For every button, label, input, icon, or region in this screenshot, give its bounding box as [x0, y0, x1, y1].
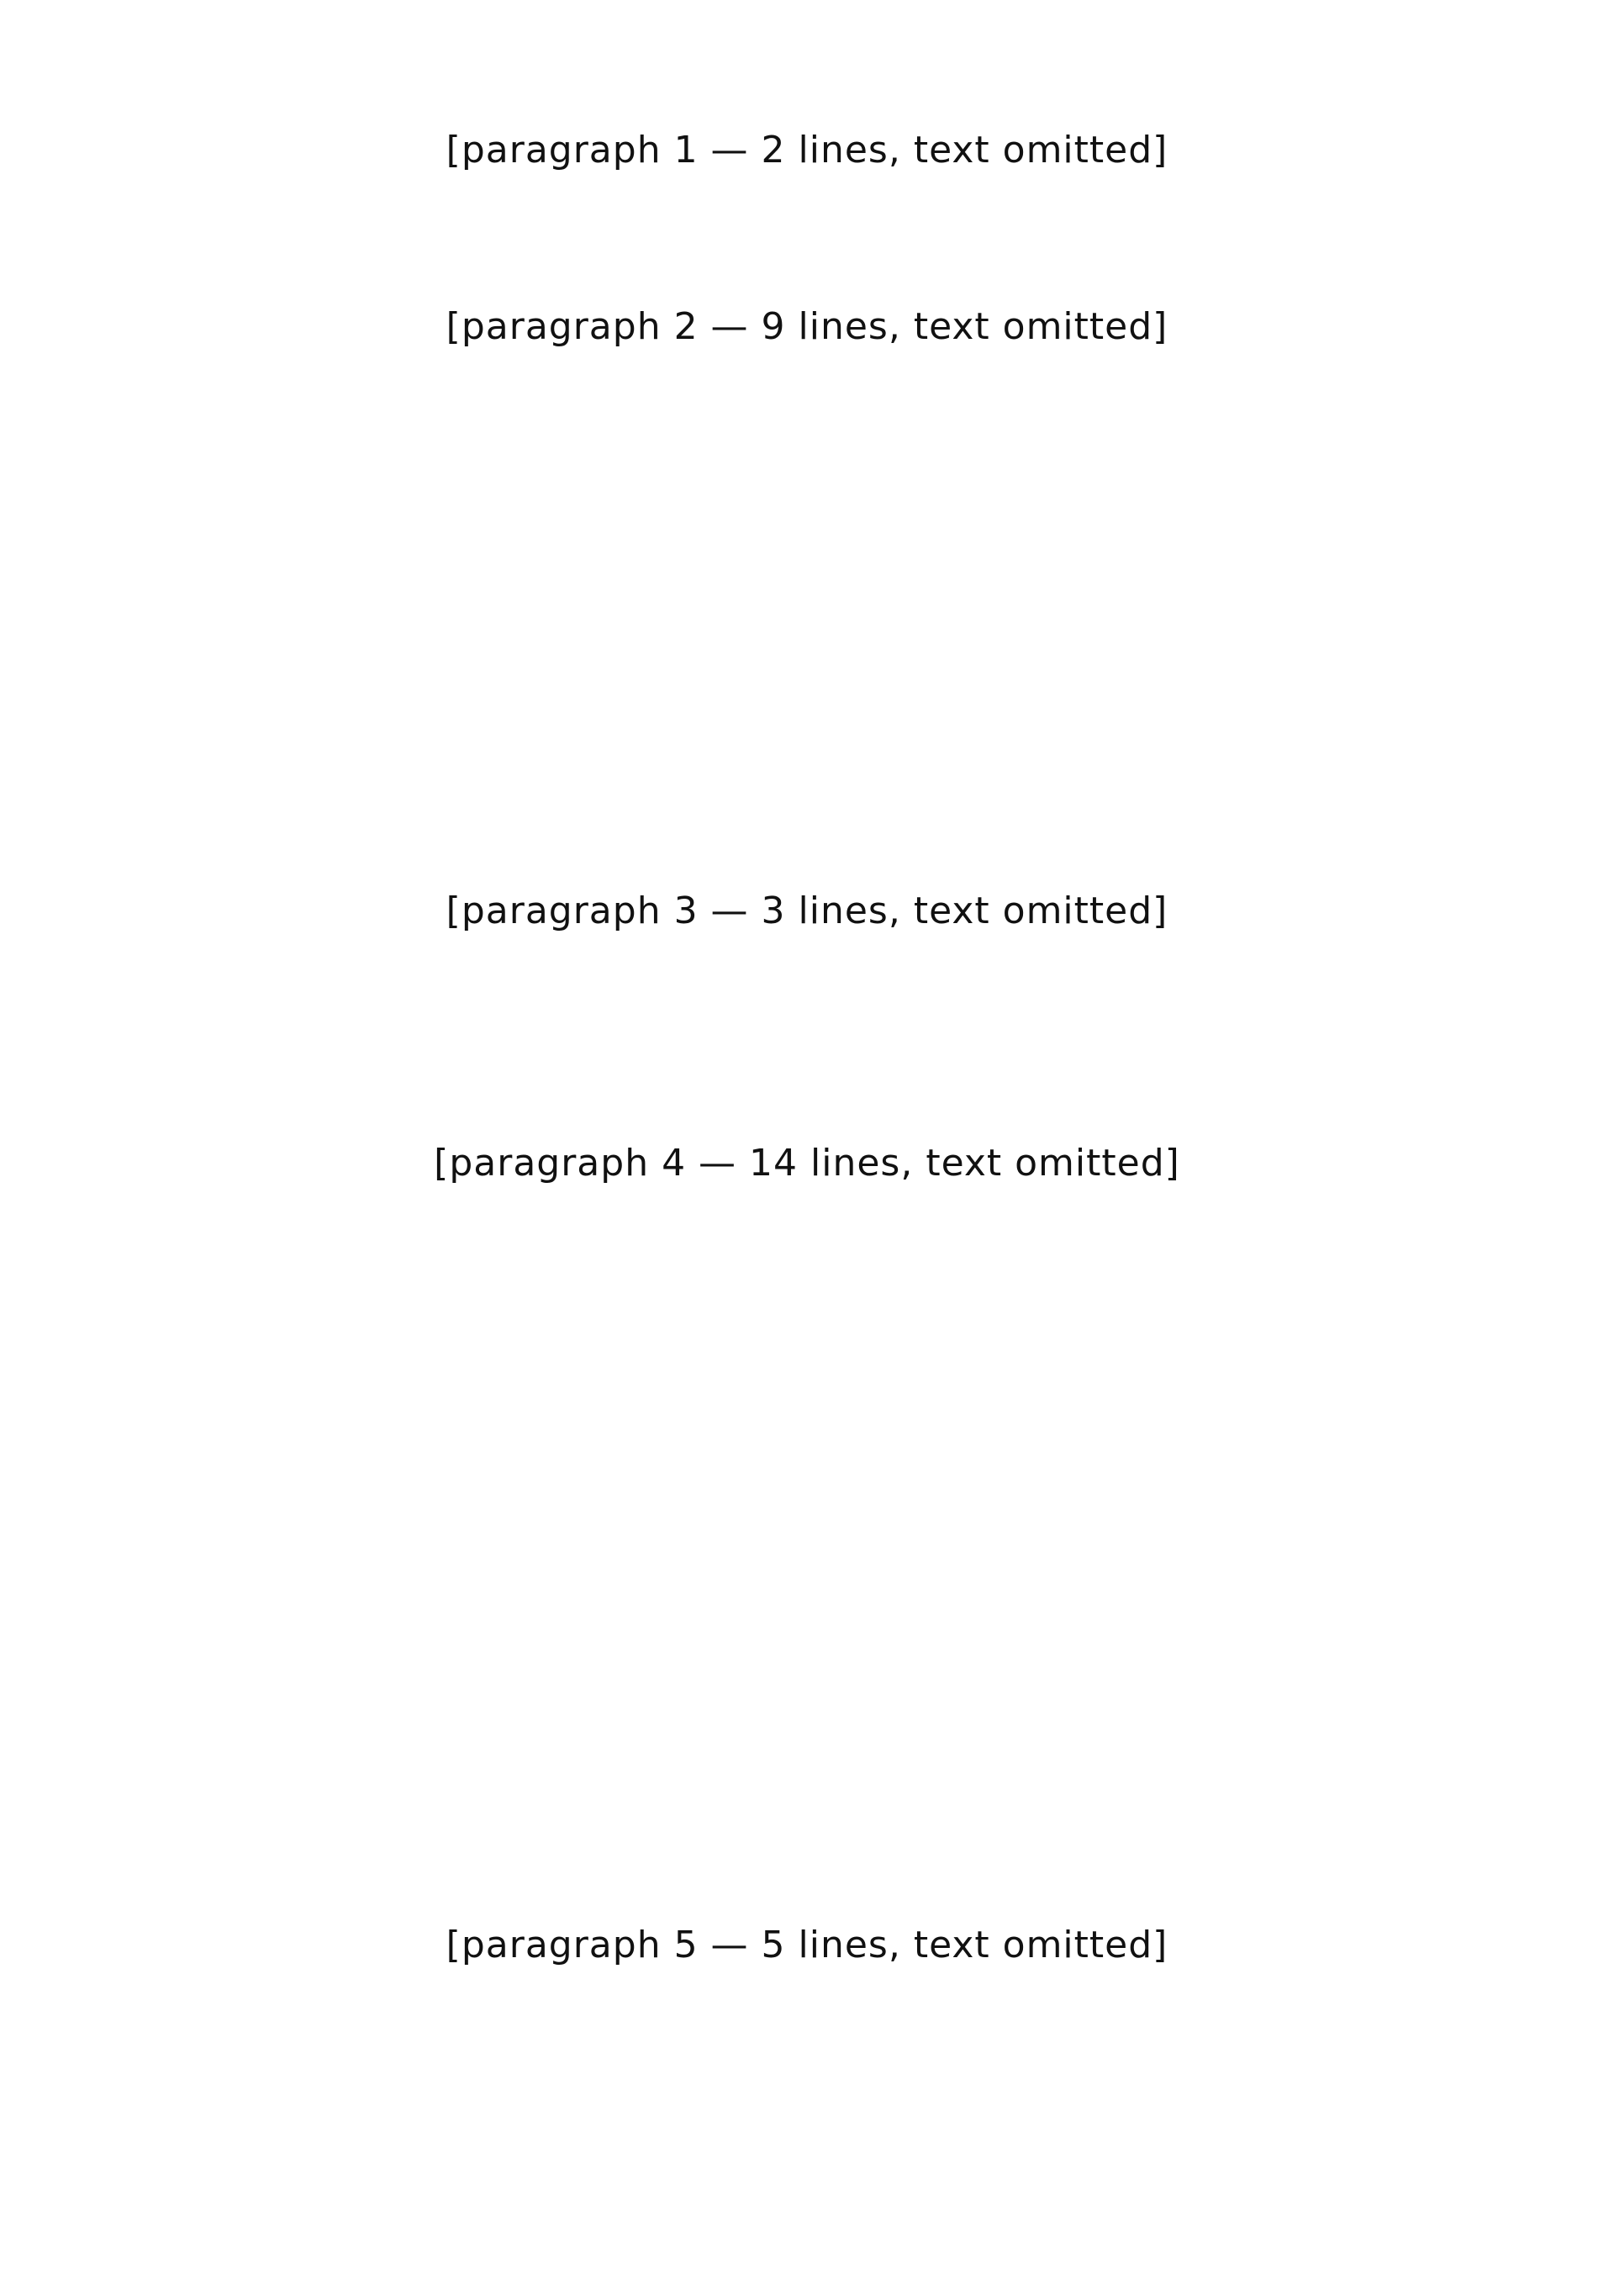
paragraph-3: [paragraph 3 — 3 lines, text omitted] — [446, 889, 1168, 932]
paragraph-2: [paragraph 2 — 9 lines, text omitted] — [446, 305, 1168, 348]
paragraph-4: [paragraph 4 — 14 lines, text omitted] — [434, 1142, 1180, 1185]
paragraph-1: [paragraph 1 — 2 lines, text omitted] — [446, 129, 1168, 172]
paragraph-5: [paragraph 5 — 5 lines, text omitted] — [446, 1924, 1168, 1966]
